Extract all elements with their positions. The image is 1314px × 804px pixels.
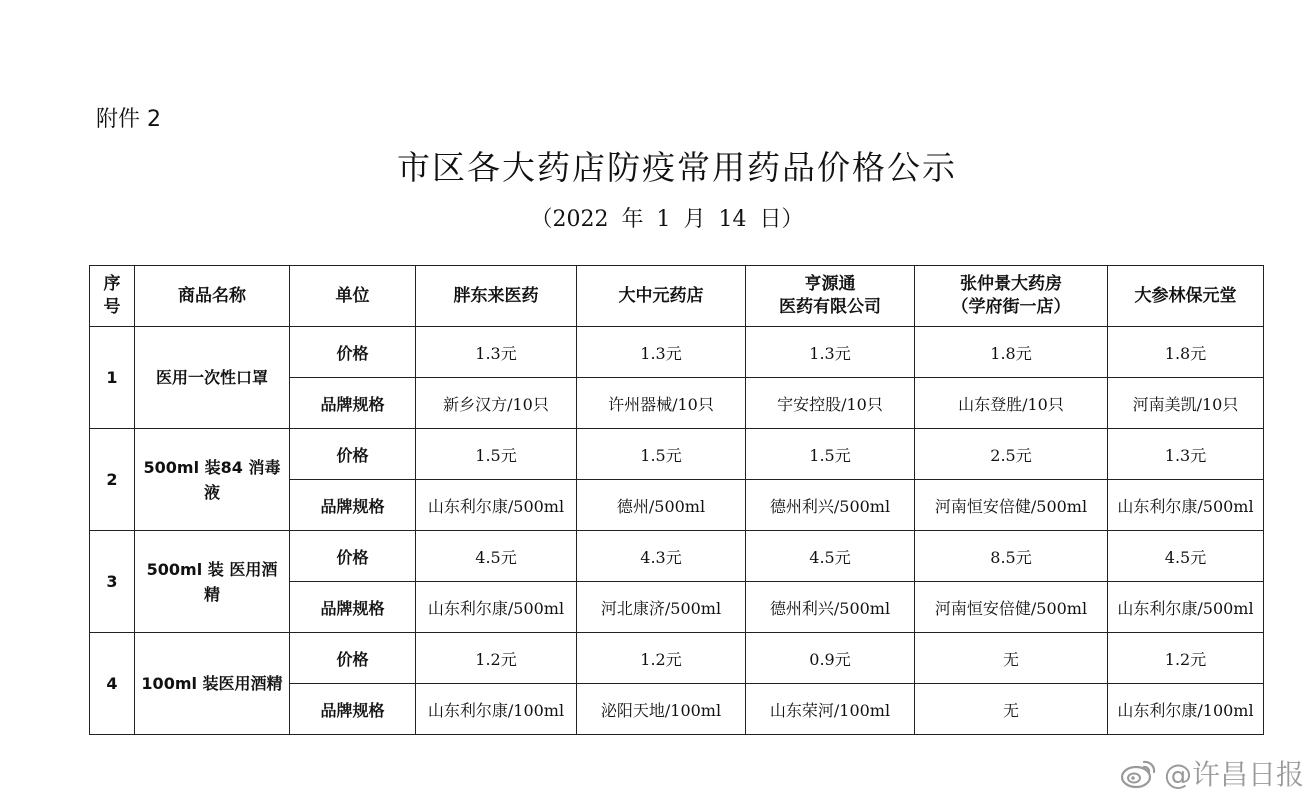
spec-cell: 山东利尔康/100ml: [416, 684, 577, 735]
spec-cell: 德州利兴/500ml: [746, 582, 915, 633]
spec-cell: 泌阳天地/100ml: [577, 684, 746, 735]
header-product: 商品名称: [135, 266, 290, 327]
product-name: 医用一次性口罩: [135, 327, 290, 429]
price-cell: 4.5元: [416, 531, 577, 582]
price-cell: 1.3元: [746, 327, 915, 378]
price-cell: 2.5元: [915, 429, 1108, 480]
watermark-text: @许昌日报: [1163, 758, 1304, 791]
header-store-1: 胖东来医药: [416, 266, 577, 327]
product-name: 500ml 装84 消毒液: [135, 429, 290, 531]
spec-cell: 德州/500ml: [577, 480, 746, 531]
price-cell: 8.5元: [915, 531, 1108, 582]
spec-cell: 山东登胜/10只: [915, 378, 1108, 429]
spec-cell: 山东利尔康/500ml: [416, 480, 577, 531]
row-seq: 2: [90, 429, 135, 531]
price-row: [90, 429, 1264, 480]
row-seq: 4: [90, 633, 135, 735]
header-store-4: 张仲景大药房 （学府街一店）: [915, 266, 1108, 327]
price-cell: 1.8元: [1108, 327, 1264, 378]
document-date: （2022 年 1 月 14 日）: [530, 207, 804, 232]
spec-cell: 山东利尔康/500ml: [416, 582, 577, 633]
spec-cell: 许州器械/10只: [577, 378, 746, 429]
price-cell: 1.5元: [416, 429, 577, 480]
spec-cell: 山东荣河/100ml: [746, 684, 915, 735]
price-cell: 1.2元: [1108, 633, 1264, 684]
price-cell: 无: [915, 633, 1108, 684]
price-cell: 0.9元: [746, 633, 915, 684]
spec-cell: 德州利兴/500ml: [746, 480, 915, 531]
price-cell: 1.5元: [577, 429, 746, 480]
price-row: [90, 327, 1264, 378]
spec-cell: 新乡汉方/10只: [416, 378, 577, 429]
price-cell: 4.5元: [746, 531, 915, 582]
spec-cell: 河北康济/500ml: [577, 582, 746, 633]
price-cell: 1.3元: [1108, 429, 1264, 480]
spec-cell: 河南恒安倍健/500ml: [915, 480, 1108, 531]
price-cell: 4.5元: [1108, 531, 1264, 582]
header-seq: 序 号: [90, 266, 135, 327]
spec-cell: 山东利尔康/500ml: [1108, 582, 1264, 633]
watermark: [1120, 753, 1304, 793]
header-store-5: 大参林保元堂: [1108, 266, 1264, 327]
price-label: 价格: [290, 429, 416, 480]
product-name: 500ml 装 医用酒精: [135, 531, 290, 633]
weibo-icon: [1120, 757, 1158, 789]
spec-label: 品牌规格: [290, 582, 416, 633]
price-cell: 4.3元: [577, 531, 746, 582]
row-seq: 3: [90, 531, 135, 633]
header-store-2: 大中元药店: [577, 266, 746, 327]
spec-label: 品牌规格: [290, 378, 416, 429]
price-table: [89, 265, 1264, 735]
header-store-3: 亨源通 医药有限公司: [746, 266, 915, 327]
document-title: 市区各大药店防疫常用药品价格公示: [397, 148, 957, 187]
price-cell: 1.3元: [577, 327, 746, 378]
spec-cell: 河南恒安倍健/500ml: [915, 582, 1108, 633]
spec-cell: 无: [915, 684, 1108, 735]
price-label: 价格: [290, 327, 416, 378]
price-cell: 1.2元: [577, 633, 746, 684]
price-label: 价格: [290, 531, 416, 582]
attachment-label: 附件 2: [96, 107, 161, 132]
spec-cell: 山东利尔康/100ml: [1108, 684, 1264, 735]
spec-cell: 宇安控股/10只: [746, 378, 915, 429]
spec-label: 品牌规格: [290, 480, 416, 531]
spec-label: 品牌规格: [290, 684, 416, 735]
price-label: 价格: [290, 633, 416, 684]
spec-cell: 山东利尔康/500ml: [1108, 480, 1264, 531]
price-row: [90, 633, 1264, 684]
price-cell: 1.8元: [915, 327, 1108, 378]
product-name: 100ml 装医用酒精: [135, 633, 290, 735]
spec-cell: 河南美凯/10只: [1108, 378, 1264, 429]
row-seq: 1: [90, 327, 135, 429]
price-cell: 1.5元: [746, 429, 915, 480]
header-unit: 单位: [290, 266, 416, 327]
header-row: [90, 266, 1264, 327]
price-cell: 1.3元: [416, 327, 577, 378]
price-row: [90, 531, 1264, 582]
price-cell: 1.2元: [416, 633, 577, 684]
